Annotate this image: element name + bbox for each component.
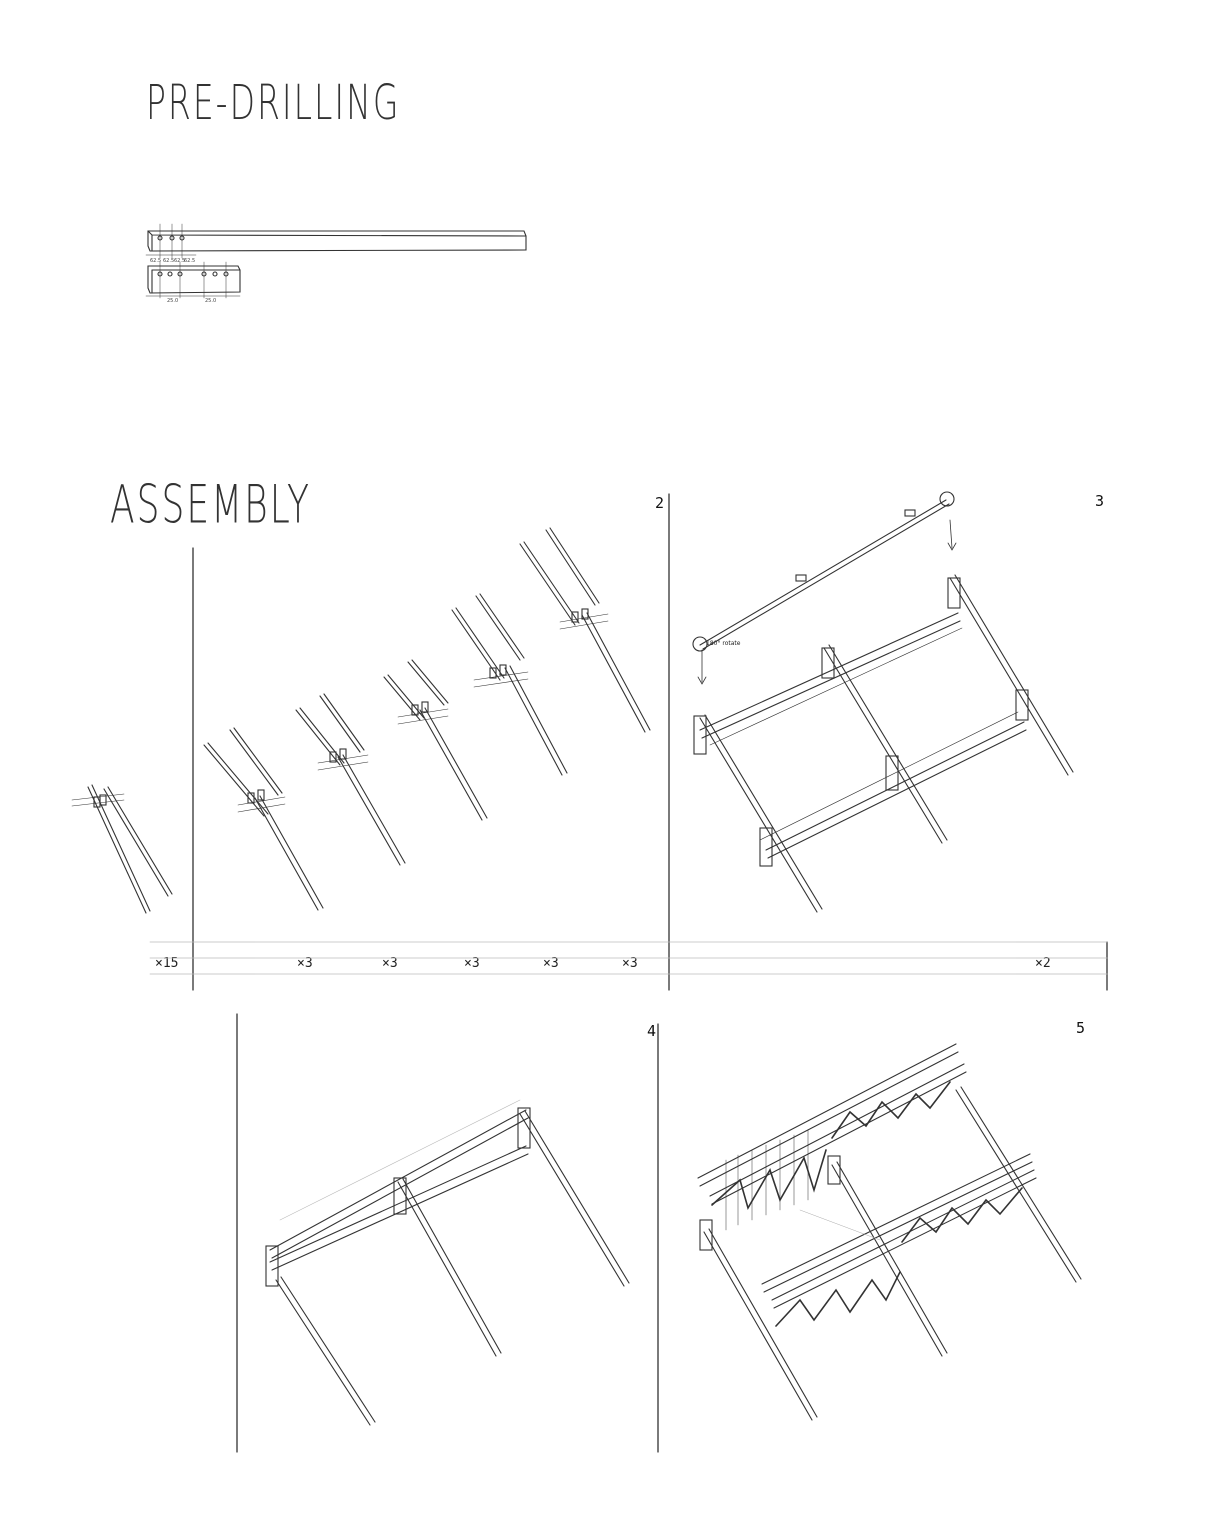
dim-label: 62.5 (184, 258, 196, 264)
quantity-label: ×3 (297, 956, 313, 971)
step1-sub-assembly (72, 785, 172, 913)
quantity-label: ×3 (382, 956, 398, 971)
step2-sub-assembly (520, 528, 650, 732)
dim-label: 62.5 (163, 258, 175, 264)
quantity-label: ×2 (1035, 956, 1051, 971)
step2-sub-assembly (452, 594, 567, 775)
rotate-annotation: 180° rotate (706, 640, 741, 647)
predrill-long-beam (146, 224, 526, 258)
dim-label: 62.5 (150, 258, 162, 264)
quantity-label: ×3 (464, 956, 480, 971)
step2-sub-assembly (296, 694, 405, 865)
step5-frame (698, 1044, 1081, 1420)
predrill-short-beam (146, 262, 240, 298)
step-number-5: 5 (1076, 1019, 1086, 1037)
quantity-label: ×15 (155, 956, 179, 971)
pre-drilling-heading: PRE-DRILLING (146, 74, 401, 131)
quantity-label: ×3 (543, 956, 559, 971)
step3-frame (693, 492, 1073, 912)
step2-sub-assembly (384, 660, 487, 820)
dim-label: 25.0 (205, 298, 217, 304)
step-number-3: 3 (1095, 492, 1105, 510)
quantity-label: ×3 (622, 956, 638, 971)
dim-label: 62.5 (174, 258, 186, 264)
assembly-heading: ASSEMBLY (110, 476, 311, 536)
step2-sub-assembly (204, 728, 323, 910)
step-number-4: 4 (647, 1022, 657, 1040)
step-number-2: 2 (655, 494, 665, 512)
step4-frame (266, 1100, 629, 1425)
dim-label: 25.0 (167, 298, 179, 304)
